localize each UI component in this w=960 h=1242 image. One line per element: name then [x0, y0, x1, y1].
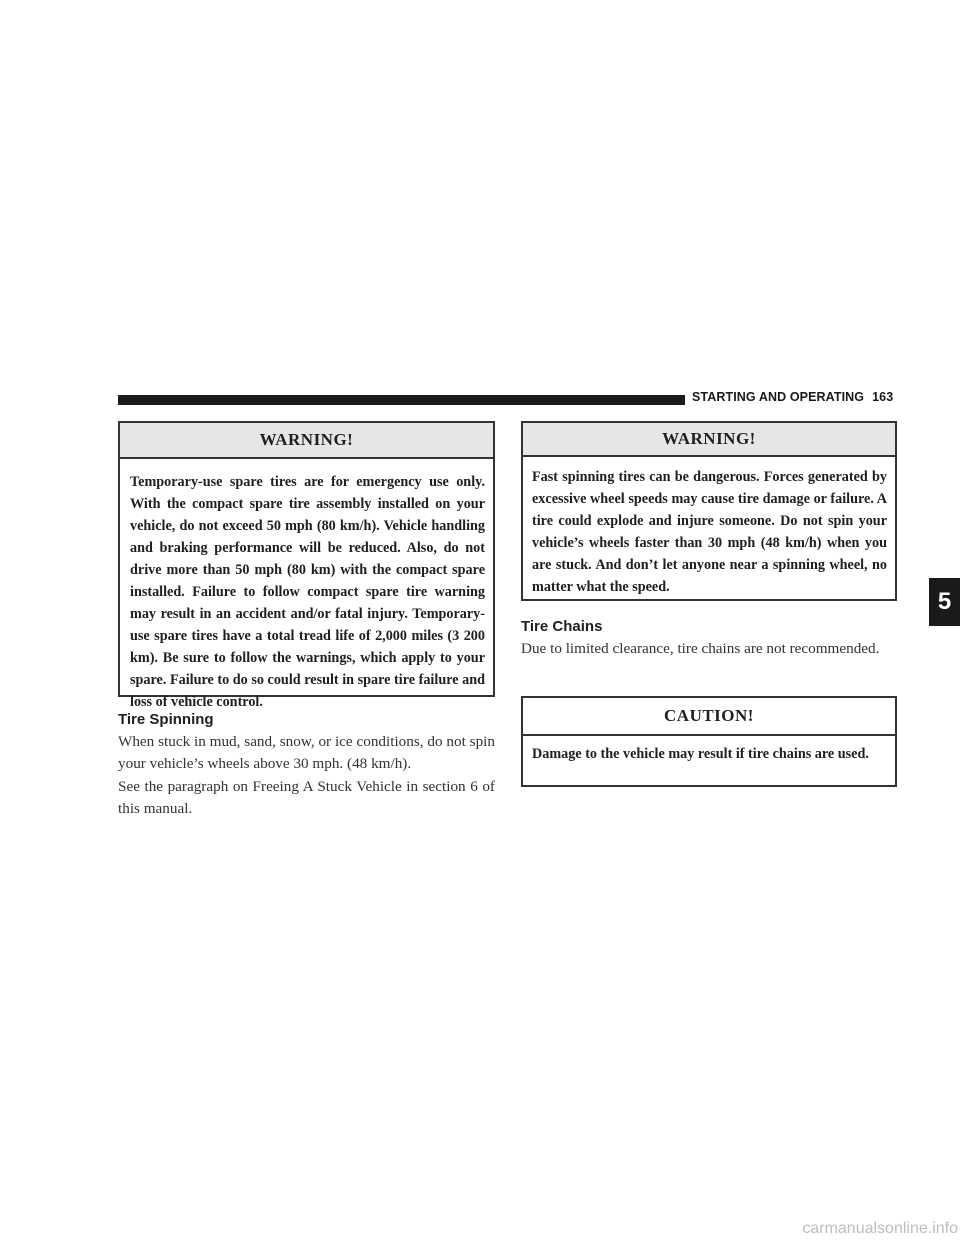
caution-text: Damage to the vehicle may result if tire chains are used. — [532, 746, 869, 762]
warning-text: Fast spinning tires can be dangerous. Forces generated by excessive wheel speeds may cause tire damage or failure. A tire could explode and injure someone. Do not spin your vehicle’s wheels faster than 30 mph (48 km/h) when you are stuck. And don’t let anyone near a spinning wheel, no matter what the speed. — [532, 469, 887, 595]
warning-box-spinning — [521, 421, 897, 601]
caution-box-tire-chains — [521, 696, 897, 787]
section-heading-tire-chains: Tire Chains — [521, 618, 603, 635]
caution-title: CAUTION! — [523, 698, 895, 736]
page-number: 163 — [872, 390, 894, 404]
warning-text: Temporary-use spare tires are for emergency use only. With the compact spare tire assembly installed on your vehicle, do not exceed 50 mph (80 km/h). Vehicle handling and braking performance will be reduced. Also, do not drive more than 50 mph (80 km) with the compact spare installed. Failure to follow compact spare tire warning may result in an accident and/or fatal injury. Temporary-use spare tires have a total tread life of 2,000 miles (3 200 km). Be sure to follow the warnings, which apply to your spare. Failure to do so could result in spare tire failure and loss of vehicle control. — [130, 474, 485, 710]
paragraph: When stuck in mud, sand, snow, or ice conditions, do not spin your vehicle’s wheels above 30 mph. (48 km/h). — [118, 733, 495, 772]
running-header — [692, 390, 893, 404]
section-heading-tire-spinning: Tire Spinning — [118, 711, 214, 728]
warning-title: WARNING! — [120, 423, 493, 459]
paragraph: Due to limited clearance, tire chains are not recommended. — [521, 640, 880, 657]
warning-box-spare-tire — [118, 421, 495, 710]
section-tab: 5 — [929, 578, 960, 626]
watermark: carmanualsonline.info — [802, 1220, 958, 1237]
header-rule — [118, 395, 685, 405]
warning-title: WARNING! — [523, 423, 895, 457]
paragraph: See the paragraph on Freeing A Stuck Vehicle in section 6 of this manual. — [118, 778, 495, 817]
section-name: STARTING AND OPERATING — [692, 390, 865, 404]
